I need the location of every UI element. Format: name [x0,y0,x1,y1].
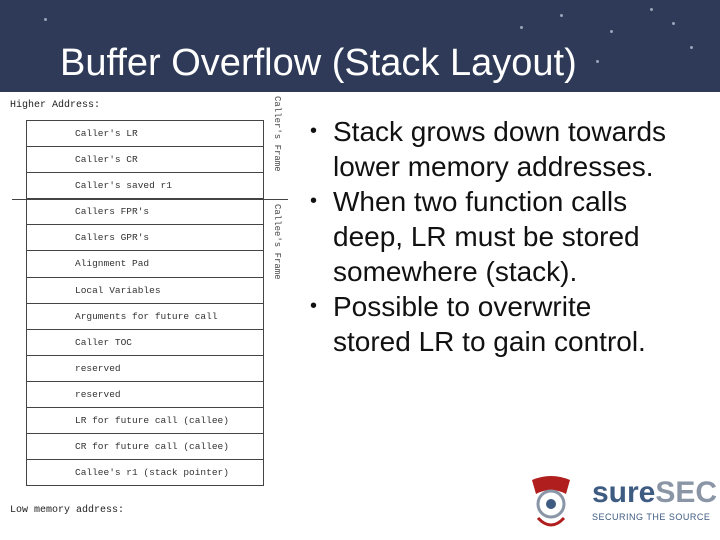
bullet-marker: • [310,295,318,317]
stack-row: Callers FPR's [27,199,263,225]
stack-row: reserved [27,382,263,408]
bullet-marker: • [310,190,318,212]
low-address-label: Low memory address: [10,505,125,516]
stack-row: Caller's CR [27,147,263,173]
logo-tagline: SECURING THE SOURCE [592,512,711,522]
bullet-text: When two function calls deep, LR must be stored somewhere (stack). [333,186,640,287]
stack-row: Caller's saved r1 [27,173,263,199]
bullet-text: Stack grows down towards lower memory addresses. [333,116,667,182]
stack-row: Arguments for future call [27,304,263,330]
stack-row: LR for future call (callee) [27,408,263,434]
stack-row: CR for future call (callee) [27,434,263,460]
stack-row: Caller TOC [27,330,263,356]
bullet-list [306,114,676,359]
bullet-item [306,289,676,359]
stack-row: Caller's LR [27,121,263,147]
bullet-marker: • [310,120,318,142]
higher-address-label: Higher Address: [10,100,101,111]
bullet-text: Possible to overwrite stored LR to gain control. [333,291,646,357]
slide-header [0,0,720,92]
stack-row: reserved [27,356,263,382]
suresec-emblem-icon [526,474,576,532]
stack-row: Callee's r1 (stack pointer) [27,460,263,486]
stack-row: Alignment Pad [27,251,263,277]
caller-frame-label: Caller's Frame [272,96,282,172]
stack-frame-table [26,120,264,486]
frame-boundary-line [12,199,288,200]
slide-title: Buffer Overflow (Stack Layout) [60,42,577,84]
suresec-logo [520,470,720,540]
logo-wordmark: sureSEC [592,476,718,509]
bullet-item [306,184,676,289]
stack-row: Local Variables [27,278,263,304]
bullet-item [306,114,676,184]
callee-frame-label: Callee's Frame [272,204,282,280]
stack-row: Callers GPR's [27,225,263,251]
stack-layout-figure [0,92,300,540]
